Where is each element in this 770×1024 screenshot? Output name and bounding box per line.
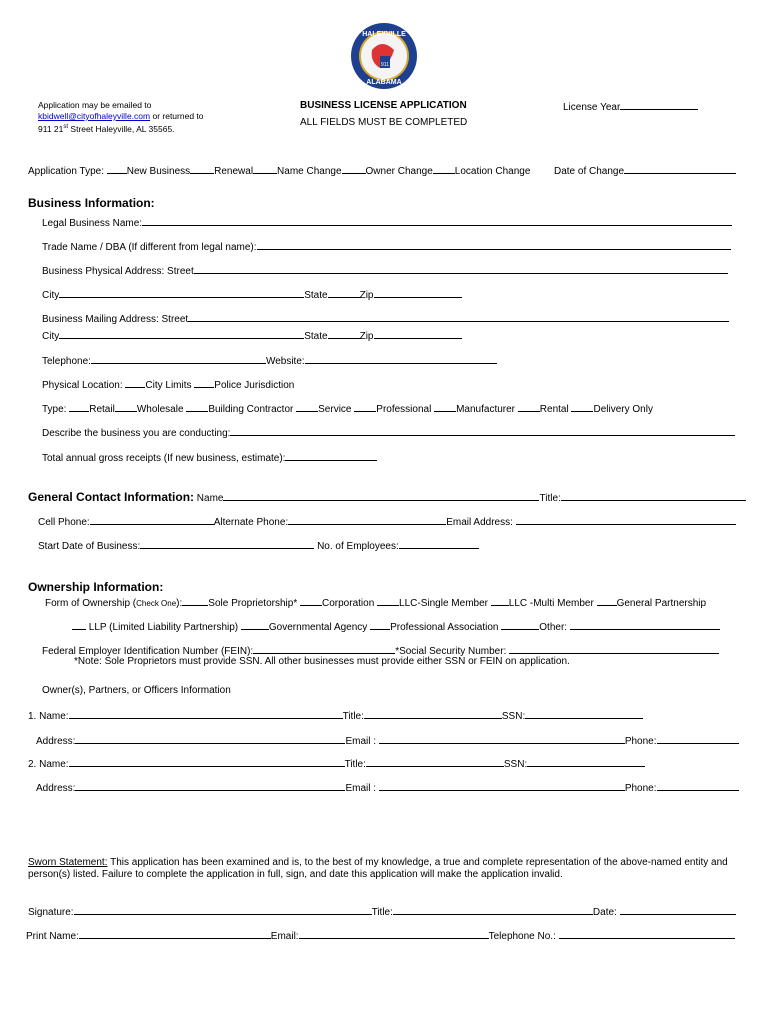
license-year-field[interactable]: License Year — [563, 100, 698, 113]
owner-change-check[interactable] — [342, 164, 366, 174]
form-subtitle: ALL FIELDS MUST BE COMPLETED — [300, 117, 468, 128]
telephone-website-row[interactable]: Telephone: Website: — [42, 354, 497, 367]
date-of-change-field[interactable]: Date of Change — [554, 164, 736, 177]
form-title: BUSINESS LICENSE APPLICATION — [300, 100, 467, 111]
email-note: Application may be emailed to kbidwell@cityofhaleyville.com or returned to 911 21st Street Haleyville, AL 35565. — [38, 100, 204, 134]
start-date-row[interactable]: Start Date of Business: No. of Employees: — [38, 539, 479, 552]
business-type-row[interactable]: Type: Retail Wholesale Building Contractor Service Professional Manufacturer Rental Delivery Only — [42, 404, 653, 415]
contact-phone-row[interactable]: Cell Phone: Alternate Phone: Email Address: — [38, 515, 736, 528]
gross-receipts-field[interactable]: Total annual gross receipts (If new business, estimate): — [42, 451, 377, 464]
trade-name-field[interactable]: Trade Name / DBA (If different from legal name): — [42, 240, 731, 253]
owner2-address-row[interactable]: Address: Email : Phone: — [36, 781, 739, 794]
new-business-check[interactable] — [107, 164, 127, 174]
print-name-row[interactable]: Print Name: Email: Telephone No.: — [26, 929, 735, 942]
application-type-row: Application Type: New Business Renewal Name Change Owner Change Location Change — [28, 166, 531, 177]
name-change-check[interactable] — [253, 164, 277, 174]
contact-heading: General Contact Information: — [28, 490, 195, 504]
ownership-form-row1[interactable]: Form of Ownership (Check One): Sole Proprietorship* Corporation LLC-Single Member LLC -Multi Member General Partnership — [45, 598, 707, 609]
owner1-name-row[interactable]: 1. Name: Title: SSN: — [28, 709, 643, 722]
physical-location-row[interactable]: Physical Location: City Limits Police Jurisdiction — [42, 380, 295, 391]
owner1-address-row[interactable]: Address: Email : Phone: — [36, 734, 739, 747]
location-change-check[interactable] — [433, 164, 455, 174]
mailing-city-row[interactable]: City State Zip — [42, 329, 462, 342]
describe-business-field[interactable]: Describe the business you are conducting: — [42, 426, 735, 439]
email-link[interactable]: kbidwell@cityofhaleyville.com — [38, 111, 151, 121]
seal-bottom-text: ALABAMA — [366, 79, 402, 86]
legal-name-field[interactable]: Legal Business Name: — [42, 216, 732, 229]
contact-name-row[interactable]: General Contact Information: Name Title: — [28, 490, 746, 504]
seal-top-text: HALEYVILLE — [362, 31, 406, 38]
seal-number: 911 — [381, 62, 389, 68]
owners-heading: Owner(s), Partners, or Officers Information — [42, 685, 231, 696]
owner2-name-row[interactable]: 2. Name: Title: SSN: — [28, 757, 645, 770]
sworn-statement: Sworn Statement: This application has been examined and is, to the best of my knowledge, a true and complete representation of the above-named entity and person(s) listed. Failure to complete the application in full, sign, and date this application will make the application invalid. — [28, 857, 728, 880]
business-info-heading: Business Information: — [28, 196, 155, 210]
renewal-check[interactable] — [190, 164, 214, 174]
ownership-note: *Note: Sole Proprietors must provide SSN. All other businesses must provide either SSN or FEIN on application. — [74, 656, 570, 667]
ownership-form-row2[interactable]: LLP (Limited Liability Partnership) Governmental Agency Professional Association Other: — [72, 620, 720, 633]
physical-city-row[interactable]: City State Zip — [42, 288, 462, 301]
physical-street-field[interactable]: Business Physical Address: Street — [42, 264, 728, 277]
mailing-street-field[interactable]: Business Mailing Address: Street — [42, 312, 729, 325]
ownership-heading: Ownership Information: — [28, 580, 164, 594]
signature-row[interactable]: Signature: Title: Date: — [28, 905, 736, 918]
fein-ssn-row[interactable]: Federal Employer Identification Number (FEIN): *Social Security Number: — [42, 644, 719, 657]
city-seal — [350, 22, 418, 90]
